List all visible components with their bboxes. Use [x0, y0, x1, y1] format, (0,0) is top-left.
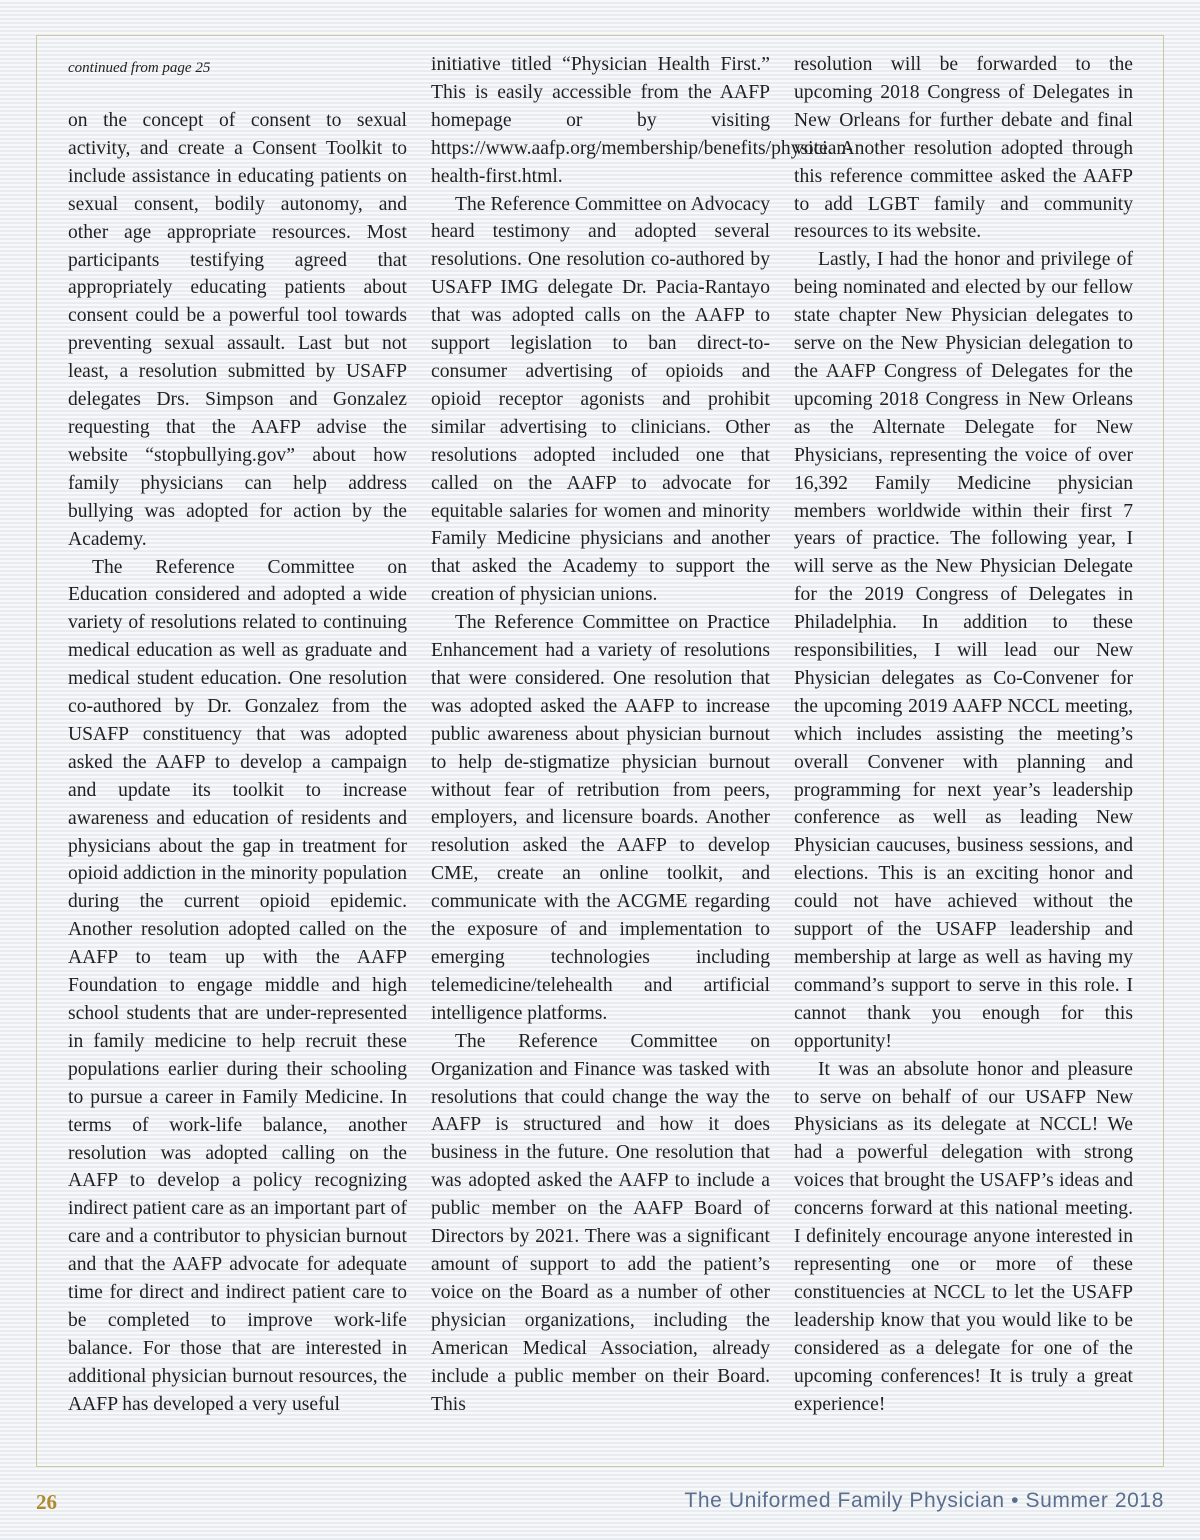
paragraph: Lastly, I had the honor and privilege of being nominated and elected by our fellow state chapter New Physician delegates to serve on the New Physician delegation to the AAFP Congress of Delegates for the upcoming 2018 Congress in New Orleans as the Alternate Delegate for New Physicians, representing the voice of over 16,392 Family Medicine physician members worldwide within their first 7 years of practice. The following year, I will serve as the New Physician Delegate for the 2019 Congress of Delegates in Philadelphia. In addition to these responsibilities, I will lead our New Physician delegates as Co-Convener for the upcoming 2019 AAFP NCCL meeting, which includes assisting the meeting’s overall Convener with planning and programming for next year’s leadership conference as well as leading New Physician caucuses, business sessions, and elections. This is an exciting honor and could not have achieved without the support of the USAFP leadership and membership at large as well as having my command’s support to serve in this role. I cannot thank you enough for this opportunity! — [794, 249, 1133, 1052]
paragraph: initiative titled “Physician Health First.” This is easily accessible from the AAFP homepage or by visiting https://www.aafp.org/membership/benefits/physician-health-first.html. — [431, 54, 853, 187]
column-3 — [794, 51, 1133, 1451]
article-body — [68, 51, 1134, 1451]
paragraph: The Reference Committee on Advocacy heard testimony and adopted several resolutions. One resolution co-authored by USAFP IMG delegate Dr. Pacia-Rantayo that was adopted calls on the AAFP to support legislation to ban direct-to-consumer advertising of opioids and opioid receptor agonists and prohibit similar advertising to clinicians. Other resolutions adopted included one that called on the AAFP to advocate for equitable salaries for women and minority Family Medicine physicians and another that asked the Academy to support the creation of physician unions. — [431, 193, 770, 606]
continued-from-note: continued from page 25 — [68, 60, 211, 76]
column-1 — [68, 51, 407, 1451]
paragraph: resolution will be forwarded to the upcoming 2018 Congress of Delegates in New Orleans for further debate and final vote. Another resolution adopted through this reference committee asked the AAFP to add LGBT family and community resources to its website. — [794, 54, 1133, 243]
publication-footer: The Uniformed Family Physician • Summer 2018 — [684, 1489, 1164, 1512]
paragraph: The Reference Committee on Practice Enhancement had a variety of resolutions that were considered. One resolution that was adopted asked the AAFP to increase public awareness about physician burnout to help de-stigmatize physician burnout without fear of retribution from peers, employers, and licensure boards. Another resolution asked the AAFP to develop CME, create an online toolkit, and communicate with the ACGME regarding the exposure of and implementation to emerging technologies including telemedicine/telehealth and artificial intelligence platforms. — [431, 612, 770, 1024]
page-number: 26 — [36, 1490, 57, 1514]
paragraph: on the concept of consent to sexual activity, and create a Consent Toolkit to include assistance in educating patients on sexual consent, bodily autonomy, and other age appropriate resources. Most participants testifying agreed that appropriately educating patients about consent could be a powerful tool towards preventing sexual assault. Last but not least, a resolution submitted by USAFP delegates Drs. Simpson and Gonzalez requesting that the AAFP advise the website “stopbullying.gov” about how family physicians can help address bullying was adopted for action by the Academy. — [68, 110, 407, 550]
column-2 — [431, 51, 853, 1451]
paragraph: The Reference Committee on Organization and Finance was tasked with resolutions that could change the way the AAFP is structured and how it does business in the future. One resolution that was adopted asked the AAFP to include a public member on the AAFP Board of Directors by 2021. There was a significant amount of support to add the patient’s voice on the Board as a number of other physician organizations, including the American Medical Association, already include a public member on their Board. This — [431, 1030, 770, 1415]
paragraph: It was an absolute honor and pleasure to serve on behalf of our USAFP New Physicians as its delegate at NCCL! We had a powerful delegation with strong voices that brought the USAFP’s ideas and concerns forward at this national meeting. I definitely encourage anyone interested in representing one or more of these constituencies at NCCL to let the USAFP leadership know that you would like to be considered as a delegate for one of the upcoming conferences! It is truly a great experience! — [794, 1058, 1133, 1415]
paragraph: The Reference Committee on Education considered and adopted a wide variety of resolutions related to continuing medical education as well as graduate and medical student education. One resolution co-authored by Dr. Gonzalez from the USAFP constituency that was adopted asked the AAFP to develop a campaign and update its toolkit to increase awareness and education of residents and physicians about the gap in treatment for opioid addiction in the minority population during the current opioid epidemic. Another resolution adopted called on the AAFP to team up with the AAFP Foundation to engage middle and high school students that are under-represented in family medicine to help recruit these populations earlier during their schooling to pursue a career in Family Medicine. In terms of work-life balance, another resolution was adopted calling on the AAFP to develop a policy recognizing indirect patient care as an important part of care and a contributor to physician burnout and that the AAFP advocate for adequate time for direct and indirect patient care to be completed to improve work-life balance. For those that are interested in additional physician burnout resources, the AAFP has developed a very useful — [68, 556, 407, 1415]
